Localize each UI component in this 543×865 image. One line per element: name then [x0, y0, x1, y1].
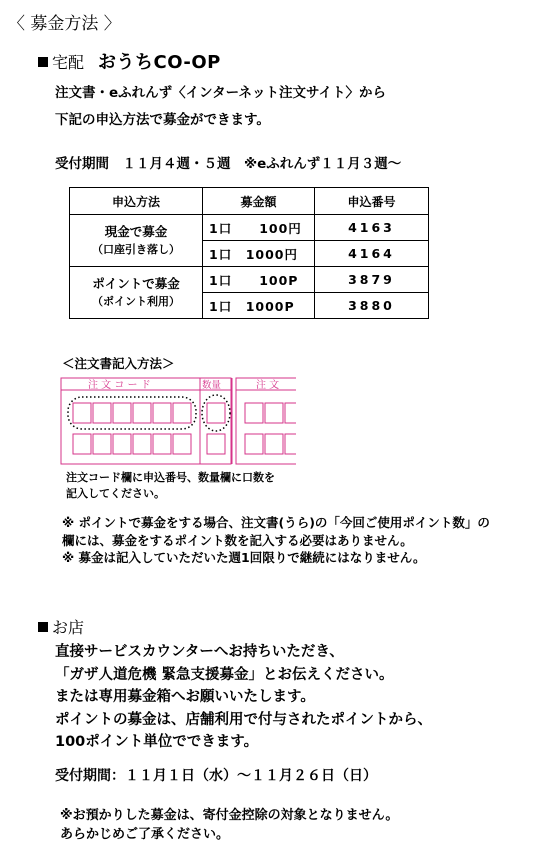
form-next-header: 注 文 [256, 380, 280, 391]
order-form-illustration [60, 376, 296, 466]
form-caption-line-1: 注文コード欄に申込番号、数量欄に口数を [66, 471, 275, 484]
store-section-heading [38, 615, 84, 638]
form-qty-header: 数量 [202, 380, 222, 391]
method-point [70, 267, 203, 319]
brand-logo: おうちCO-OP [98, 52, 221, 73]
store-note-2: あらかじめご了承ください。 [60, 827, 230, 842]
delivery-note-2: ※ 募金は記入していただいた週1回限りで継続にはなりません。 [62, 550, 426, 565]
store-line-1: 直接サービスカウンターへお持ちいただき、 [55, 644, 344, 660]
method-point-label: ポイントで募金 [92, 275, 180, 291]
method-cash-sub: （口座引き落し） [92, 242, 180, 256]
code-cell: 4163 [315, 215, 429, 241]
table-row [70, 215, 429, 241]
store-heading-label: お店 [52, 618, 85, 637]
store-notes [60, 806, 398, 844]
order-form-svg [60, 376, 296, 466]
delivery-heading-label: 宅配 [52, 53, 85, 72]
store-line-4: ポイントの募金は、店舗利用で付与されたポイントから、 [55, 711, 432, 728]
delivery-notes [62, 514, 490, 567]
form-instructions-label: ＜注文書記入方法＞ [62, 356, 175, 371]
donation-table [69, 187, 429, 319]
delivery-period: 受付期間 １１月４週・５週 ※eふれんず１１月３週～ [55, 156, 402, 172]
store-line-5: 100ポイント単位でできます。 [55, 734, 259, 750]
method-point-sub: （ポイント利用） [92, 294, 180, 308]
store-note-1: ※お預かりした募金は、寄付金控除の対象となりません。 [60, 808, 399, 823]
amount-cell: 1口 100P [203, 267, 315, 293]
delivery-intro-line-2: 下記の申込方法で募金ができます。 [55, 112, 270, 128]
form-caption-line-2: 記入してください。 [66, 487, 165, 500]
header-code: 申込番号 [315, 188, 429, 215]
header-method: 申込方法 [70, 188, 203, 215]
delivery-note-1: ※ ポイントで募金をする場合、注文書(うら)の「今回ご使用ポイント数」の [62, 515, 490, 530]
table-header-row [70, 188, 429, 215]
header-amount: 募金額 [203, 188, 315, 215]
amount-cell: 1口 1000P [203, 293, 315, 319]
table-row [70, 267, 429, 293]
amount-cell: 1口 100円 [203, 215, 315, 241]
delivery-section-heading [38, 48, 221, 74]
code-cell: 3879 [315, 267, 429, 293]
code-cell: 3880 [315, 293, 429, 319]
square-bullet-icon [38, 622, 48, 632]
delivery-note-1-cont: 欄には、募金をするポイント数を記入する必要はありません。 [62, 532, 413, 548]
method-cash [70, 215, 203, 267]
form-code-header: 注 文 コ ー ド [88, 380, 151, 391]
delivery-intro-line-1: 注文書・eふれんず〈インターネット注文サイト〉から [55, 85, 386, 101]
square-bullet-icon [38, 57, 48, 67]
store-period: 受付期間：１１月１日（水）～１１月２６日（日） [55, 768, 377, 784]
amount-cell: 1口 1000円 [203, 241, 315, 267]
store-body [55, 641, 432, 754]
method-cash-label: 現金で募金 [104, 223, 168, 239]
store-line-2: 「ガザ人道危機 緊急支援募金」とお伝えください。 [55, 666, 394, 683]
form-caption [66, 470, 275, 502]
code-cell: 4164 [315, 241, 429, 267]
store-line-3: または専用募金箱へお願いいたします。 [55, 689, 315, 705]
page-title: 〈 募金方法 〉 [8, 14, 121, 34]
